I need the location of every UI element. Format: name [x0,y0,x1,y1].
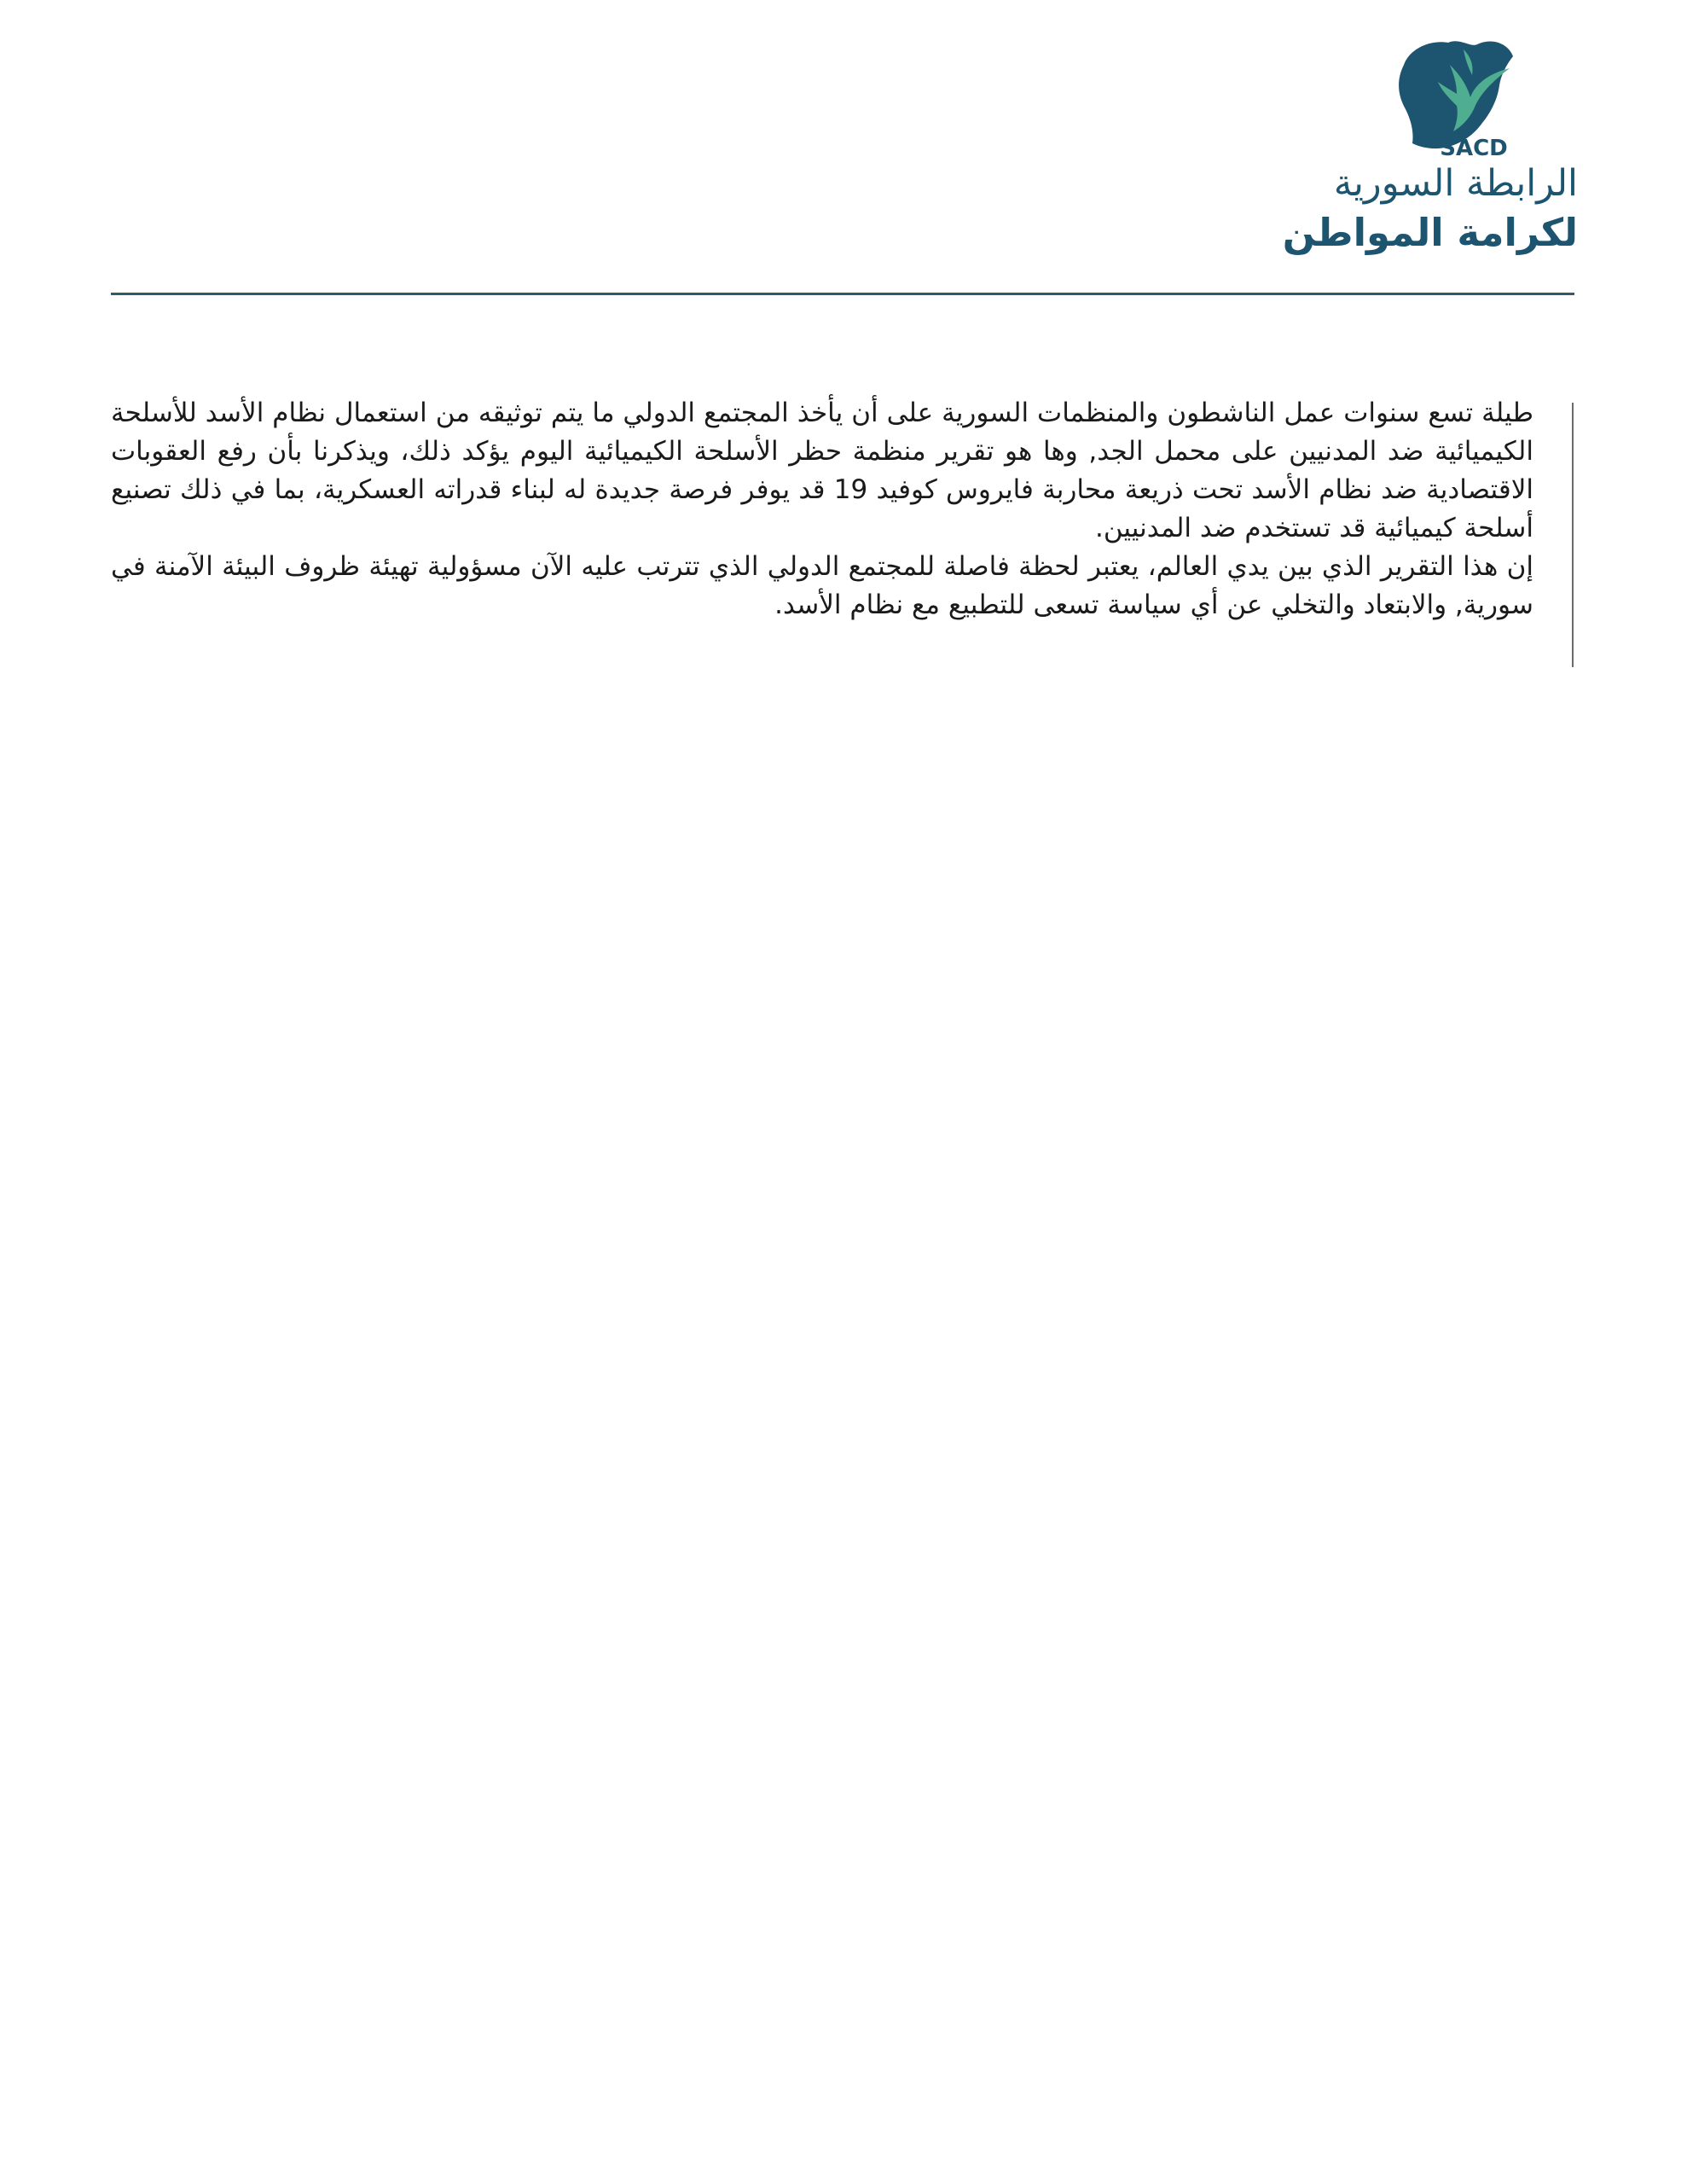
logo-abbrev: SACD [1440,136,1508,159]
header-divider [111,293,1574,295]
syria-dove-logo-icon [1388,31,1525,159]
paragraph-2: إن هذا التقرير الذي بين يدي العالم، يعتبر لحظة فاصلة للمجتمع الدولي الذي تترتب عليه الآن مسؤولية تهيئة ظروف البيئة الآمنة في سورية, والابتعاد والتخلي عن أي سياسة تسعى للتطبيع مع نظام الأسد. [111,551,1533,620]
org-logo [1282,31,1578,270]
org-name-line1: الرابطة السورية [1333,162,1578,205]
statement-body [111,394,1533,624]
paragraph-1: طيلة تسع سنوات عمل الناشطون والمنظمات السورية على أن يأخذ المجتمع الدولي ما يتم توثيقه من استعمال نظام الأسد للأسلحة الكيميائية ضد المدنيين على محمل الجد, وها هو تقرير منظمة حظر الأسلحة الكيميائية اليوم يؤكد ذلك، ويذكرنا بأن رفع العقوبات الاقتصادية ضد نظام الأسد تحت ذريعة محاربة فايروس كوفيد 19 قد يوفر فرصة جديدة له لبناء قدراته العسكرية، بما في ذلك تصنيع أسلحة كيميائية قد تستخدم ضد المدنيين. [111,398,1533,543]
org-name-line2: لكرامة المواطن [1282,210,1578,255]
paragraph-side-bar [1572,403,1574,667]
